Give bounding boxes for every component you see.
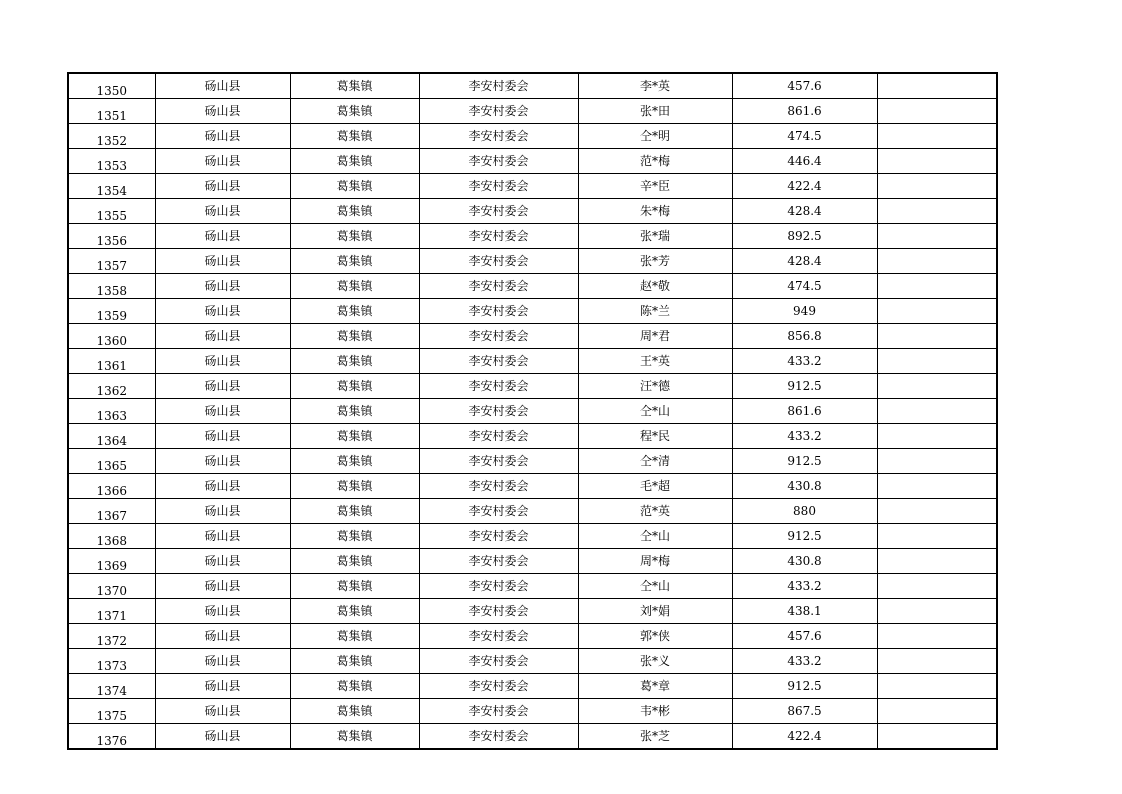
- cell-remark: [877, 99, 997, 124]
- cell-town: 葛集镇: [290, 324, 419, 349]
- cell-town: 葛集镇: [290, 174, 419, 199]
- cell-remark: [877, 724, 997, 750]
- cell-amount: 949: [732, 299, 877, 324]
- cell-village: 李安村委会: [419, 399, 578, 424]
- cell-amount: 433.2: [732, 349, 877, 374]
- cell-county: 砀山县: [155, 149, 290, 174]
- cell-village: 李安村委会: [419, 474, 578, 499]
- cell-remark: [877, 599, 997, 624]
- cell-row-number: 1376: [68, 724, 155, 750]
- cell-village: 李安村委会: [419, 324, 578, 349]
- table-row: [68, 549, 997, 574]
- table-row: [68, 324, 997, 349]
- cell-remark: [877, 474, 997, 499]
- table-row: [68, 374, 997, 399]
- cell-county: 砀山县: [155, 474, 290, 499]
- cell-row-number: 1369: [68, 549, 155, 574]
- table-body: [68, 73, 997, 749]
- cell-remark: [877, 73, 997, 99]
- cell-row-number: 1353: [68, 149, 155, 174]
- cell-row-number: 1364: [68, 424, 155, 449]
- cell-village: 李安村委会: [419, 224, 578, 249]
- cell-remark: [877, 624, 997, 649]
- cell-name: 周*君: [578, 324, 732, 349]
- cell-town: 葛集镇: [290, 224, 419, 249]
- table-row: [68, 624, 997, 649]
- cell-county: 砀山县: [155, 699, 290, 724]
- cell-row-number: 1370: [68, 574, 155, 599]
- cell-town: 葛集镇: [290, 399, 419, 424]
- cell-amount: 912.5: [732, 374, 877, 399]
- cell-remark: [877, 524, 997, 549]
- cell-county: 砀山县: [155, 524, 290, 549]
- table-row: [68, 524, 997, 549]
- table-row: [68, 724, 997, 750]
- cell-name: 范*英: [578, 499, 732, 524]
- cell-remark: [877, 149, 997, 174]
- table-row: [68, 124, 997, 149]
- cell-amount: 861.6: [732, 99, 877, 124]
- cell-town: 葛集镇: [290, 299, 419, 324]
- cell-remark: [877, 399, 997, 424]
- cell-town: 葛集镇: [290, 274, 419, 299]
- cell-row-number: 1363: [68, 399, 155, 424]
- cell-village: 李安村委会: [419, 299, 578, 324]
- cell-row-number: 1374: [68, 674, 155, 699]
- cell-county: 砀山县: [155, 99, 290, 124]
- cell-row-number: 1354: [68, 174, 155, 199]
- cell-remark: [877, 224, 997, 249]
- cell-remark: [877, 349, 997, 374]
- cell-amount: 912.5: [732, 449, 877, 474]
- cell-village: 李安村委会: [419, 649, 578, 674]
- cell-town: 葛集镇: [290, 449, 419, 474]
- cell-remark: [877, 299, 997, 324]
- cell-amount: 422.4: [732, 174, 877, 199]
- table-row: [68, 149, 997, 174]
- cell-village: 李安村委会: [419, 374, 578, 399]
- cell-row-number: 1359: [68, 299, 155, 324]
- cell-county: 砀山县: [155, 174, 290, 199]
- table-row: [68, 274, 997, 299]
- cell-town: 葛集镇: [290, 424, 419, 449]
- cell-village: 李安村委会: [419, 424, 578, 449]
- cell-amount: 861.6: [732, 399, 877, 424]
- cell-row-number: 1372: [68, 624, 155, 649]
- cell-name: 张*瑞: [578, 224, 732, 249]
- cell-town: 葛集镇: [290, 99, 419, 124]
- cell-name: 程*民: [578, 424, 732, 449]
- cell-village: 李安村委会: [419, 499, 578, 524]
- table-row: [68, 349, 997, 374]
- cell-remark: [877, 124, 997, 149]
- cell-row-number: 1356: [68, 224, 155, 249]
- cell-name: 张*芳: [578, 249, 732, 274]
- cell-row-number: 1367: [68, 499, 155, 524]
- cell-town: 葛集镇: [290, 624, 419, 649]
- cell-county: 砀山县: [155, 424, 290, 449]
- cell-remark: [877, 649, 997, 674]
- cell-remark: [877, 549, 997, 574]
- cell-village: 李安村委会: [419, 674, 578, 699]
- cell-county: 砀山县: [155, 249, 290, 274]
- cell-name: 葛*章: [578, 674, 732, 699]
- cell-amount: 422.4: [732, 724, 877, 750]
- cell-town: 葛集镇: [290, 149, 419, 174]
- cell-town: 葛集镇: [290, 349, 419, 374]
- cell-county: 砀山县: [155, 274, 290, 299]
- cell-county: 砀山县: [155, 499, 290, 524]
- cell-amount: 457.6: [732, 624, 877, 649]
- cell-town: 葛集镇: [290, 574, 419, 599]
- cell-name: 韦*彬: [578, 699, 732, 724]
- cell-village: 李安村委会: [419, 274, 578, 299]
- cell-county: 砀山县: [155, 324, 290, 349]
- cell-county: 砀山县: [155, 549, 290, 574]
- table-row: [68, 399, 997, 424]
- cell-county: 砀山县: [155, 73, 290, 99]
- cell-village: 李安村委会: [419, 99, 578, 124]
- cell-county: 砀山县: [155, 199, 290, 224]
- table-row: [68, 424, 997, 449]
- cell-row-number: 1361: [68, 349, 155, 374]
- cell-name: 毛*超: [578, 474, 732, 499]
- cell-village: 李安村委会: [419, 624, 578, 649]
- table-row: [68, 73, 997, 99]
- cell-amount: 430.8: [732, 549, 877, 574]
- cell-county: 砀山县: [155, 374, 290, 399]
- cell-name: 郭*侠: [578, 624, 732, 649]
- cell-amount: 457.6: [732, 73, 877, 99]
- cell-row-number: 1373: [68, 649, 155, 674]
- table-row: [68, 699, 997, 724]
- cell-name: 陈*兰: [578, 299, 732, 324]
- table-row: [68, 199, 997, 224]
- cell-village: 李安村委会: [419, 349, 578, 374]
- cell-remark: [877, 574, 997, 599]
- cell-town: 葛集镇: [290, 499, 419, 524]
- cell-row-number: 1351: [68, 99, 155, 124]
- table-row: [68, 599, 997, 624]
- table-row: [68, 449, 997, 474]
- table-row: [68, 474, 997, 499]
- cell-amount: 867.5: [732, 699, 877, 724]
- cell-remark: [877, 374, 997, 399]
- cell-amount: 912.5: [732, 674, 877, 699]
- cell-county: 砀山县: [155, 574, 290, 599]
- cell-town: 葛集镇: [290, 674, 419, 699]
- cell-amount: 892.5: [732, 224, 877, 249]
- cell-county: 砀山县: [155, 124, 290, 149]
- cell-name: 仝*山: [578, 524, 732, 549]
- cell-village: 李安村委会: [419, 449, 578, 474]
- cell-village: 李安村委会: [419, 199, 578, 224]
- cell-village: 李安村委会: [419, 524, 578, 549]
- cell-name: 范*梅: [578, 149, 732, 174]
- cell-name: 张*田: [578, 99, 732, 124]
- table-row: [68, 224, 997, 249]
- cell-name: 仝*山: [578, 574, 732, 599]
- cell-county: 砀山县: [155, 724, 290, 750]
- cell-amount: 428.4: [732, 199, 877, 224]
- cell-name: 张*芝: [578, 724, 732, 750]
- cell-amount: 912.5: [732, 524, 877, 549]
- cell-name: 李*英: [578, 73, 732, 99]
- cell-town: 葛集镇: [290, 524, 419, 549]
- cell-name: 仝*山: [578, 399, 732, 424]
- cell-row-number: 1352: [68, 124, 155, 149]
- cell-town: 葛集镇: [290, 73, 419, 99]
- cell-amount: 880: [732, 499, 877, 524]
- cell-remark: [877, 449, 997, 474]
- cell-village: 李安村委会: [419, 574, 578, 599]
- cell-county: 砀山县: [155, 649, 290, 674]
- table-row: [68, 99, 997, 124]
- cell-county: 砀山县: [155, 674, 290, 699]
- cell-town: 葛集镇: [290, 649, 419, 674]
- cell-village: 李安村委会: [419, 724, 578, 750]
- cell-county: 砀山县: [155, 624, 290, 649]
- cell-village: 李安村委会: [419, 249, 578, 274]
- cell-town: 葛集镇: [290, 249, 419, 274]
- cell-county: 砀山县: [155, 224, 290, 249]
- cell-remark: [877, 324, 997, 349]
- cell-village: 李安村委会: [419, 599, 578, 624]
- cell-row-number: 1350: [68, 73, 155, 99]
- cell-row-number: 1365: [68, 449, 155, 474]
- cell-town: 葛集镇: [290, 199, 419, 224]
- cell-name: 汪*德: [578, 374, 732, 399]
- cell-row-number: 1368: [68, 524, 155, 549]
- cell-village: 李安村委会: [419, 174, 578, 199]
- cell-row-number: 1371: [68, 599, 155, 624]
- cell-village: 李安村委会: [419, 699, 578, 724]
- cell-row-number: 1357: [68, 249, 155, 274]
- cell-row-number: 1362: [68, 374, 155, 399]
- cell-remark: [877, 699, 997, 724]
- cell-name: 张*义: [578, 649, 732, 674]
- cell-row-number: 1355: [68, 199, 155, 224]
- table-row: [68, 174, 997, 199]
- cell-amount: 433.2: [732, 574, 877, 599]
- table-row: [68, 299, 997, 324]
- cell-amount: 433.2: [732, 424, 877, 449]
- table-row: [68, 674, 997, 699]
- cell-town: 葛集镇: [290, 124, 419, 149]
- cell-name: 刘*娟: [578, 599, 732, 624]
- cell-county: 砀山县: [155, 449, 290, 474]
- cell-town: 葛集镇: [290, 724, 419, 750]
- cell-row-number: 1375: [68, 699, 155, 724]
- cell-remark: [877, 174, 997, 199]
- cell-name: 周*梅: [578, 549, 732, 574]
- cell-amount: 474.5: [732, 274, 877, 299]
- cell-village: 李安村委会: [419, 549, 578, 574]
- table-row: [68, 249, 997, 274]
- table-row: [68, 649, 997, 674]
- cell-amount: 433.2: [732, 649, 877, 674]
- cell-county: 砀山县: [155, 399, 290, 424]
- cell-remark: [877, 499, 997, 524]
- cell-row-number: 1366: [68, 474, 155, 499]
- cell-county: 砀山县: [155, 599, 290, 624]
- cell-amount: 856.8: [732, 324, 877, 349]
- cell-remark: [877, 274, 997, 299]
- cell-name: 仝*清: [578, 449, 732, 474]
- cell-amount: 430.8: [732, 474, 877, 499]
- data-table: [67, 72, 998, 750]
- cell-name: 仝*明: [578, 124, 732, 149]
- cell-row-number: 1360: [68, 324, 155, 349]
- cell-remark: [877, 674, 997, 699]
- cell-county: 砀山县: [155, 349, 290, 374]
- cell-remark: [877, 199, 997, 224]
- cell-village: 李安村委会: [419, 149, 578, 174]
- cell-amount: 428.4: [732, 249, 877, 274]
- cell-amount: 474.5: [732, 124, 877, 149]
- table-row: [68, 499, 997, 524]
- cell-town: 葛集镇: [290, 599, 419, 624]
- cell-town: 葛集镇: [290, 474, 419, 499]
- cell-row-number: 1358: [68, 274, 155, 299]
- cell-village: 李安村委会: [419, 124, 578, 149]
- cell-remark: [877, 249, 997, 274]
- cell-name: 赵*敬: [578, 274, 732, 299]
- cell-name: 朱*梅: [578, 199, 732, 224]
- cell-amount: 438.1: [732, 599, 877, 624]
- cell-name: 辛*臣: [578, 174, 732, 199]
- cell-amount: 446.4: [732, 149, 877, 174]
- cell-town: 葛集镇: [290, 374, 419, 399]
- table-row: [68, 574, 997, 599]
- cell-town: 葛集镇: [290, 549, 419, 574]
- cell-name: 王*英: [578, 349, 732, 374]
- cell-town: 葛集镇: [290, 699, 419, 724]
- cell-remark: [877, 424, 997, 449]
- cell-village: 李安村委会: [419, 73, 578, 99]
- cell-county: 砀山县: [155, 299, 290, 324]
